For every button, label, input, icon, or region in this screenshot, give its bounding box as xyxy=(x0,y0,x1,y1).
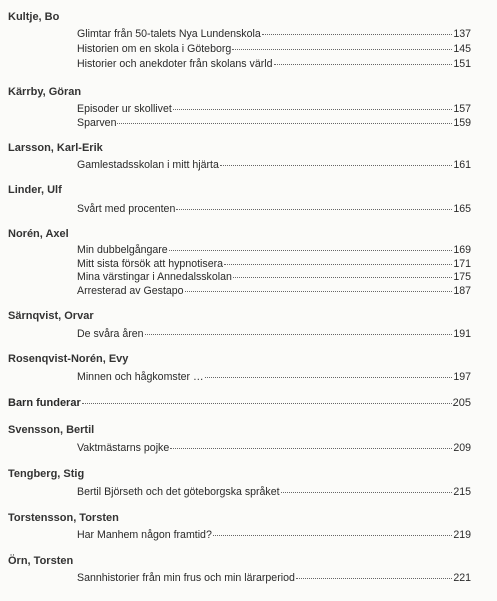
dot-leader xyxy=(82,403,452,404)
entry-page-number: 187 xyxy=(453,285,471,297)
toc-entry xyxy=(77,117,471,130)
entry-page-number: 161 xyxy=(453,159,471,171)
toc-entry xyxy=(77,58,471,71)
dot-leader xyxy=(220,165,452,166)
entry-page-number: 221 xyxy=(453,572,471,584)
entry-title: Svårt med procenten xyxy=(77,203,176,215)
author-heading: Kärrby, Göran xyxy=(8,86,82,98)
entry-page-number: 159 xyxy=(453,117,471,129)
toc-entry xyxy=(77,271,471,284)
entry-page-number: 137 xyxy=(453,28,471,40)
toc-entry xyxy=(77,159,471,172)
entry-page-number: 145 xyxy=(453,43,471,55)
toc-entry xyxy=(77,203,471,216)
entry-title: Vaktmästarns pojke xyxy=(77,442,170,454)
toc-entry xyxy=(77,103,471,116)
dot-leader xyxy=(176,209,452,210)
entry-page-number: 219 xyxy=(453,529,471,541)
dot-leader xyxy=(233,277,452,278)
dot-leader xyxy=(224,264,452,265)
dot-leader xyxy=(169,250,453,251)
dot-leader xyxy=(274,64,453,65)
toc-entry xyxy=(77,244,471,257)
dot-leader xyxy=(232,49,452,50)
entry-title: Glimtar från 50-talets Nya Lundenskola xyxy=(77,28,261,40)
entry-page-number: 209 xyxy=(453,442,471,454)
entry-page-number: 175 xyxy=(453,271,471,283)
entry-page-number: 169 xyxy=(453,244,471,256)
entry-title: Sannhistorier från min frus och min lärarperiod xyxy=(77,572,295,584)
dot-leader xyxy=(213,535,452,536)
entry-title: Mina värstingar i Annedalsskolan xyxy=(77,271,232,283)
author-heading: Örn, Torsten xyxy=(8,555,74,567)
toc-entry xyxy=(77,258,471,271)
entry-page-number: 215 xyxy=(453,486,471,498)
dot-leader xyxy=(205,377,453,378)
entry-page-number: 205 xyxy=(452,397,471,409)
toc-entry xyxy=(77,43,471,56)
author-heading: Norén, Axel xyxy=(8,228,69,240)
author-heading: Linder, Ulf xyxy=(8,184,62,196)
author-heading: Svensson, Bertil xyxy=(8,424,95,436)
entry-title: Min dubbelgångare xyxy=(77,244,168,256)
entry-page-number: 157 xyxy=(453,103,471,115)
dot-leader xyxy=(262,34,453,35)
author-heading: Tengberg, Stig xyxy=(8,468,85,480)
dot-leader xyxy=(281,492,453,493)
dot-leader xyxy=(173,109,453,110)
entry-title: Barn funderar xyxy=(8,397,81,409)
toc-entry xyxy=(77,28,471,41)
author-heading: Kultje, Bo xyxy=(8,11,60,23)
author-heading: Särnqvist, Orvar xyxy=(8,310,94,322)
entry-title: De svåra åren xyxy=(77,328,144,340)
toc-entry xyxy=(77,328,471,341)
toc-entry-standalone xyxy=(8,397,471,410)
entry-title: Minnen och hågkomster … xyxy=(77,371,204,383)
entry-title: Historier och anekdoter från skolans värld xyxy=(77,58,273,70)
entry-title: Har Manhem någon framtid? xyxy=(77,529,212,541)
author-heading: Rosenqvist-Norén, Evy xyxy=(8,353,129,365)
author-heading: Torstensson, Torsten xyxy=(8,512,119,524)
toc-entry xyxy=(77,529,471,542)
entry-title: Sparven xyxy=(77,117,117,129)
entry-title: Historien om en skola i Göteborg xyxy=(77,43,232,55)
entry-page-number: 191 xyxy=(453,328,471,340)
entry-page-number: 165 xyxy=(453,203,471,215)
entry-title: Mitt sista försök att hypnotisera xyxy=(77,258,224,270)
dot-leader xyxy=(170,448,452,449)
entry-title: Arresterad av Gestapo xyxy=(77,285,184,297)
entry-page-number: 171 xyxy=(453,258,471,270)
entry-page-number: 197 xyxy=(453,371,471,383)
toc-entry xyxy=(77,572,471,585)
dot-leader xyxy=(117,123,452,124)
entry-page-number: 151 xyxy=(453,58,471,70)
entry-title: Gamlestadsskolan i mitt hjärta xyxy=(77,159,219,171)
dot-leader xyxy=(145,334,453,335)
toc-entry xyxy=(77,371,471,384)
author-heading: Larsson, Karl-Erik xyxy=(8,142,103,154)
dot-leader xyxy=(296,578,452,579)
toc-entry xyxy=(77,285,471,298)
toc-entry xyxy=(77,486,471,499)
entry-title: Episoder ur skollivet xyxy=(77,103,172,115)
dot-leader xyxy=(185,291,453,292)
entry-title: Bertil Björseth och det göteborgska språket xyxy=(77,486,280,498)
toc-entry xyxy=(77,442,471,455)
